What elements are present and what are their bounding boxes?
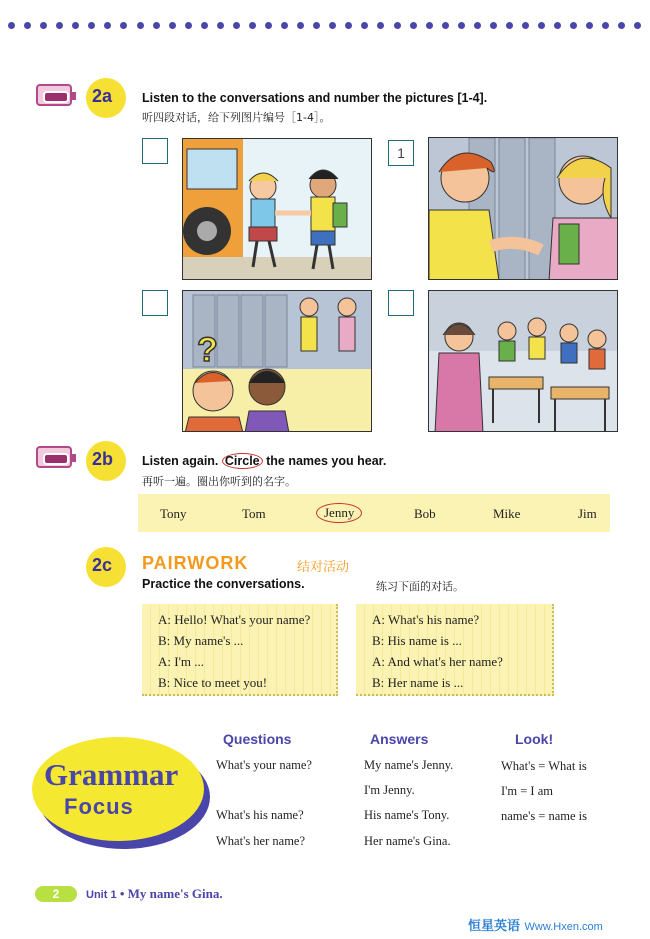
circle-word: Circle — [222, 453, 263, 469]
section-instruction-zh: 练习下面的对话。 — [376, 580, 464, 593]
column-header-answers: Answers — [370, 731, 429, 747]
border-dot — [345, 22, 352, 29]
border-dot — [185, 22, 192, 29]
illustration-handshake-closeup — [428, 137, 618, 280]
border-dot — [506, 22, 513, 29]
section-number-badge — [86, 78, 126, 118]
picture-classroom — [429, 291, 618, 432]
watermark-zh: 恒星英语 — [468, 919, 521, 934]
cassette-icon — [36, 84, 72, 106]
name-option[interactable]: Jim — [578, 506, 597, 521]
grammar-focus-subtitle: Focus — [64, 794, 134, 819]
unit-title — [86, 886, 223, 902]
svg-text:?: ? — [197, 331, 218, 369]
conversation-line: A: And what's her name? — [372, 654, 503, 669]
picture-number-box[interactable] — [142, 138, 168, 164]
conversation-line: B: Her name is ... — [372, 675, 464, 690]
border-dot — [217, 22, 224, 29]
section-instruction-zh: 听四段对话，给下列图片编号［1-4］。 — [142, 111, 331, 124]
conversation-line: B: His name is ... — [372, 633, 462, 648]
grammar-question: What's her name? — [216, 834, 306, 848]
border-dot — [313, 22, 320, 29]
border-dot — [361, 22, 368, 29]
grammar-look-note: name's = name is — [501, 809, 588, 823]
border-dot — [265, 22, 272, 29]
border-dot — [297, 22, 304, 29]
unit-label: Unit 1 — [86, 889, 117, 901]
watermark-url: Www.Hxen.com — [524, 921, 603, 933]
border-dot — [72, 22, 79, 29]
grammar-answer: My name's Jenny. — [364, 758, 454, 772]
instruction-text: the names you hear. — [266, 454, 387, 468]
grammar-question: What's his name? — [216, 808, 304, 822]
conversation-line: A: Hello! What's your name? — [158, 612, 311, 627]
border-dot — [169, 22, 176, 29]
bullet-separator: • — [119, 886, 128, 901]
border-dot — [153, 22, 160, 29]
border-dot — [410, 22, 417, 29]
section-instruction — [142, 454, 386, 468]
names-strip — [138, 494, 610, 532]
column-header-questions: Questions — [223, 731, 292, 747]
illustration-hallway-question — [182, 290, 372, 432]
border-dot — [201, 22, 208, 29]
border-dot — [104, 22, 111, 29]
grammar-answer: His name's Tony. — [364, 808, 450, 822]
name-option-circled[interactable]: Jenny — [316, 503, 362, 523]
border-dot — [538, 22, 545, 29]
name-option[interactable]: Bob — [414, 506, 436, 521]
picture-number-box[interactable] — [388, 290, 414, 316]
border-dot — [474, 22, 481, 29]
grammar-look-note: I'm = I am — [501, 784, 553, 798]
unit-title-text: My name's Gina. — [127, 886, 223, 901]
watermark — [468, 915, 603, 934]
grammar-answer: I'm Jenny. — [364, 783, 415, 797]
column-header-look: Look! — [515, 731, 554, 747]
border-dot — [458, 22, 465, 29]
conversation-box-left — [142, 604, 338, 696]
section-number-badge — [86, 441, 126, 481]
picture-handshake-closeup — [429, 138, 618, 280]
border-dot — [120, 22, 127, 29]
conversation-line: B: Nice to meet you! — [158, 675, 268, 690]
border-dot — [40, 22, 47, 29]
name-option[interactable]: Mike — [493, 506, 521, 521]
instruction-text: Listen again. — [142, 454, 219, 468]
border-dot — [56, 22, 63, 29]
border-dot — [554, 22, 561, 29]
border-dot — [281, 22, 288, 29]
border-dot — [634, 22, 641, 29]
border-dot — [442, 22, 449, 29]
border-dot — [329, 22, 336, 29]
illustration-classroom — [428, 290, 618, 432]
conversation-line: A: What's his name? — [372, 612, 480, 627]
picture-number-box[interactable]: 1 — [388, 140, 414, 166]
grammar-look-note: What's = What is — [501, 759, 587, 773]
conversation-box-right — [356, 604, 554, 696]
section-number: 2b — [92, 449, 114, 469]
picture-hallway-question — [183, 291, 372, 432]
border-dot — [570, 22, 577, 29]
grammar-answer: Her name's Gina. — [364, 834, 451, 848]
cassette-icon — [36, 446, 72, 468]
border-dot — [88, 22, 95, 29]
border-dot — [490, 22, 497, 29]
picture-greeting-at-bus — [183, 139, 372, 280]
section-instruction: Listen to the conversations and number the pictures [1-4]. — [142, 91, 488, 105]
border-dot — [394, 22, 401, 29]
border-dot — [426, 22, 433, 29]
grammar-question: What's your name? — [216, 758, 312, 772]
border-dot — [602, 22, 609, 29]
grammar-focus-title: Grammar — [44, 757, 179, 792]
name-option[interactable]: Tony — [160, 506, 187, 521]
section-instruction: Practice the conversations. — [142, 577, 305, 591]
pairwork-title: PAIRWORK — [142, 553, 249, 573]
picture-number-box[interactable] — [142, 290, 168, 316]
border-dot — [618, 22, 625, 29]
name-option[interactable]: Tom — [242, 506, 266, 521]
dotted-border — [8, 22, 642, 32]
illustration-greeting-at-bus — [182, 138, 372, 280]
page-number: 2 — [35, 886, 77, 902]
border-dot — [586, 22, 593, 29]
conversation-line: B: My name's ... — [158, 633, 244, 648]
border-dot — [233, 22, 240, 29]
section-number: 2a — [92, 86, 113, 106]
conversation-line: A: I'm ... — [158, 654, 205, 669]
border-dot — [377, 22, 384, 29]
border-dot — [137, 22, 144, 29]
border-dot — [522, 22, 529, 29]
pairwork-title-zh: 结对活动 — [297, 560, 350, 575]
section-number-badge — [86, 547, 126, 587]
border-dot — [24, 22, 31, 29]
border-dot — [8, 22, 15, 29]
border-dot — [249, 22, 256, 29]
section-number: 2c — [92, 555, 113, 575]
section-instruction-zh: 再听一遍。圈出你听到的名字。 — [142, 475, 296, 488]
